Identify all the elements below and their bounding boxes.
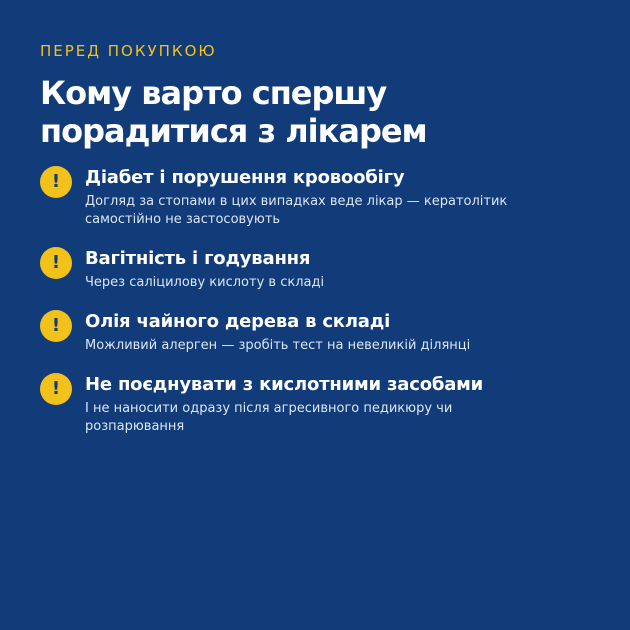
warning-icon: !: [40, 166, 72, 198]
title-line-2: порадитися з лікарем: [40, 112, 427, 150]
section-eyebrow: ПЕРЕД ПОКУПКОЮ: [40, 42, 217, 60]
warning-icon: !: [40, 373, 72, 405]
warning-text: Через саліцилову кислоту в складі: [85, 275, 325, 290]
page-title: [40, 74, 590, 150]
warning-text: І не наносити одразу після агресивного педикюру чи розпарювання: [85, 401, 453, 434]
warning-title: Олія чайного дерева в складі: [85, 311, 391, 332]
title-line-1: Кому варто спершу: [40, 74, 387, 112]
warning-icon: !: [40, 247, 72, 279]
warning-item-pregnancy: [40, 247, 590, 292]
warnings-list: [40, 166, 590, 436]
warning-item-tea-tree-oil: [40, 310, 590, 355]
warning-text: Догляд за стопами в цих випадках веде лікар — кератолітик самостійно не застосовують: [85, 194, 508, 227]
warning-title: Вагітність і годування: [85, 248, 311, 269]
warning-text: Можливий алерген — зробіть тест на невеликій ділянці: [85, 338, 471, 353]
warning-icon: !: [40, 310, 72, 342]
warning-title: Не поєднувати з кислотними засобами: [85, 374, 484, 395]
warning-item-diabetes: [40, 166, 590, 229]
warning-title: Діабет і порушення кровообігу: [85, 167, 405, 188]
warning-item-acid-products: [40, 373, 590, 436]
